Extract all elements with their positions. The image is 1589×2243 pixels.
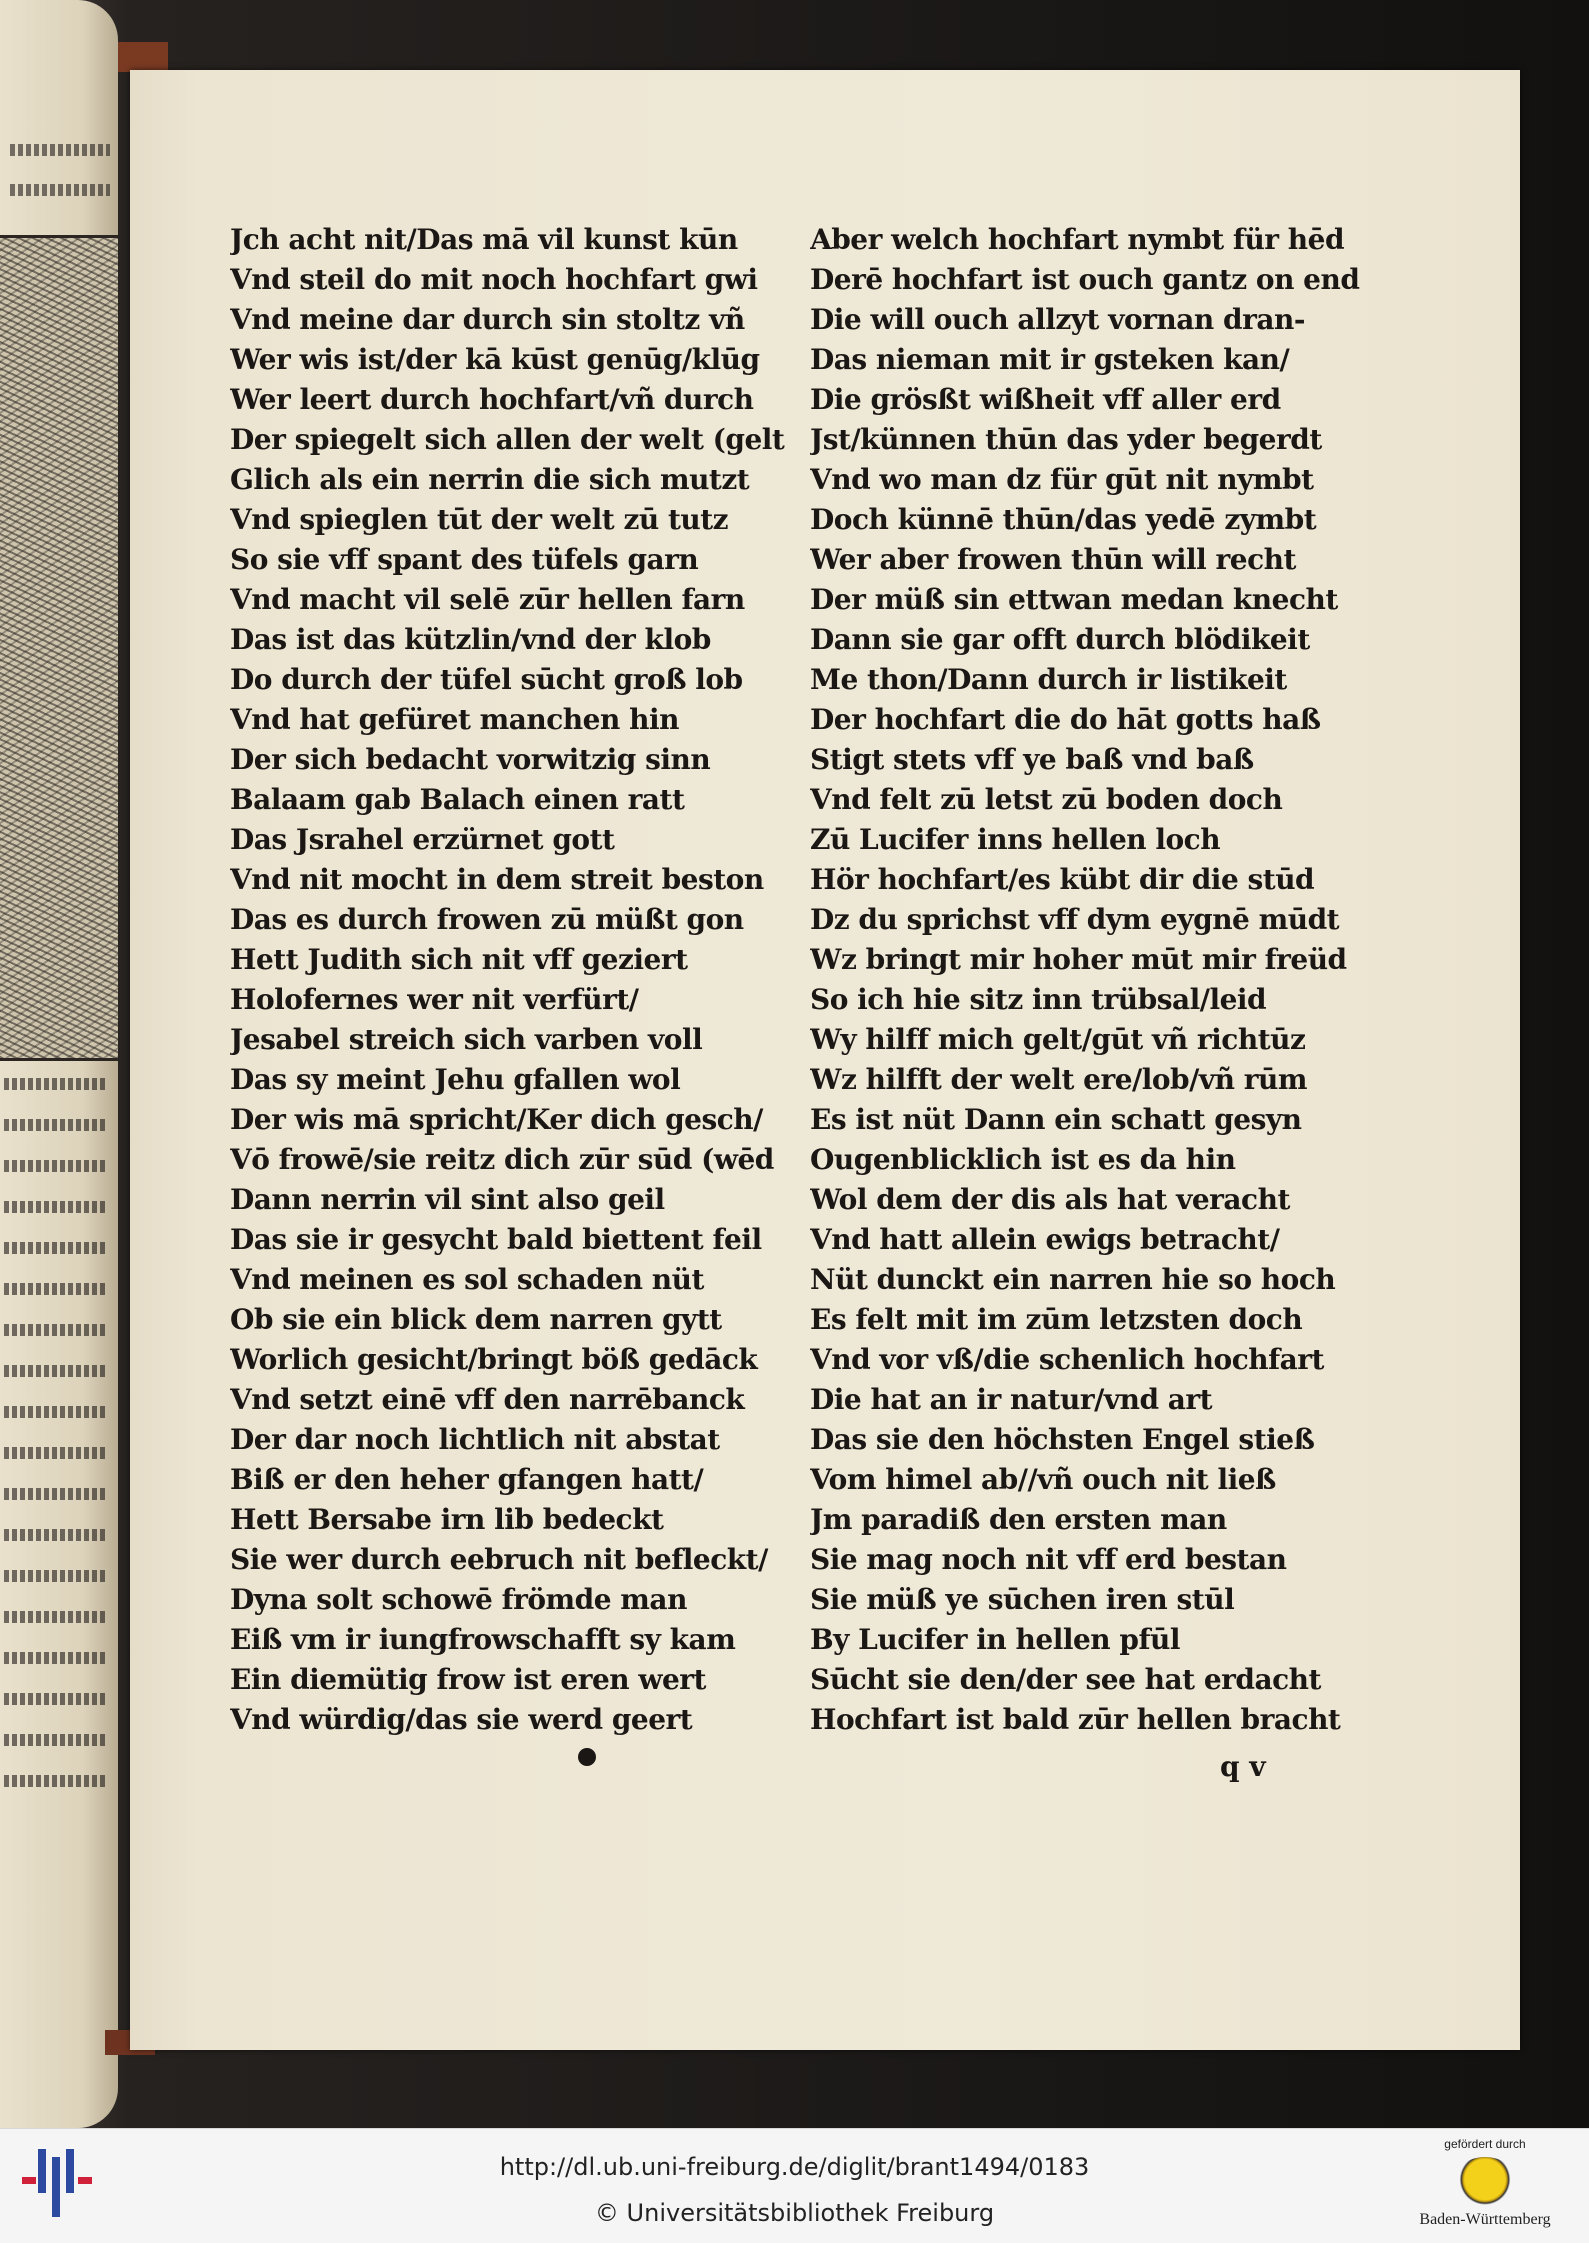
left-page-text-fragments — [0, 1060, 118, 1798]
text-line: Vnd vor vß/die schenlich hochfart — [810, 1343, 1324, 1376]
left-page-top-text-fragments — [0, 130, 118, 210]
text-line: Der spiegelt sich allen der welt (gelt — [230, 423, 785, 456]
text-line: Das nieman mit ir gsteken kan/ — [810, 343, 1290, 376]
text-line: Eiß vm ir iungfrowschafft sy kam — [230, 1623, 736, 1656]
text-line: Me thon/Dann durch ir listikeit — [810, 663, 1287, 696]
text-line: Wer leert durch hochfart/vñ durch — [230, 383, 754, 416]
text-line: Vnd würdig/das sie werd geert — [230, 1703, 693, 1736]
text-line: Dann nerrin vil sint also geil — [230, 1183, 665, 1216]
text-line: Doch künnē thūn/das yedē zymbt — [810, 503, 1317, 536]
viewer-footer — [0, 2128, 1589, 2243]
text-line: Die hat an ir natur/vnd art — [810, 1383, 1213, 1416]
signature-mark: q v — [1220, 1750, 1266, 1783]
text-fragment — [4, 1392, 108, 1429]
text-line: Wol dem der dis als hat veracht — [810, 1183, 1290, 1216]
text-line: Aber welch hochfart nymbt für hēd — [810, 223, 1345, 256]
text-line: Vom himel ab//vñ ouch nit ließ — [810, 1463, 1276, 1496]
text-line: Derē hochfart ist ouch gantz on end — [810, 263, 1360, 296]
text-line: Vnd hat gefüret manchen hin — [230, 703, 679, 736]
text-line: Glich als ein nerrin die sich mutzt — [230, 463, 750, 496]
text-fragment — [4, 1474, 108, 1511]
text-line: Vnd spieglen tūt der welt zū tutz — [230, 503, 729, 536]
binding-edge — [118, 42, 168, 72]
text-line: Das ist das kützlin/vnd der klob — [230, 623, 711, 656]
text-line: Es ist nüt Dann ein schatt gesyn — [810, 1103, 1302, 1136]
text-line: Vnd setzt einē vff den narrēbanck — [230, 1383, 745, 1416]
text-line: Ougenblicklich ist es da hin — [810, 1143, 1236, 1176]
text-line: Wz hilfft der welt ere/lob/vñ rūm — [810, 1063, 1307, 1096]
text-line: Die will ouch allzyt vornan dran- — [810, 303, 1305, 336]
text-fragment — [4, 1515, 108, 1552]
text-line: Es felt mit im zūm letzsten doch — [810, 1303, 1303, 1336]
text-fragment — [4, 1433, 108, 1470]
text-column-left — [230, 220, 790, 1740]
sponsor-name: Baden-Württemberg — [1419, 2211, 1551, 2228]
text-line: Sie mag noch nit vff erd bestan — [810, 1543, 1287, 1576]
text-line: Jm paradiß den ersten man — [810, 1503, 1227, 1536]
text-line: Hett Bersabe irn lib bedeckt — [230, 1503, 664, 1536]
text-line: Nüt dunckt ein narren hie so hoch — [810, 1263, 1336, 1296]
text-line: Ob sie ein blick dem narren gytt — [230, 1303, 722, 1336]
text-line: Wer aber frowen thūn will recht — [810, 543, 1296, 576]
text-line: Hett Judith sich nit vff geziert — [230, 943, 688, 976]
text-line: Das Jsrahel erzürnet gott — [230, 823, 615, 856]
text-fragment — [4, 1597, 108, 1634]
text-line: Die grösßt wißheit vff aller erd — [810, 383, 1281, 416]
woodcut-illustration — [0, 235, 118, 1061]
text-column-right — [810, 220, 1490, 1740]
text-line: So sie vff spant des tüfels garn — [230, 543, 699, 576]
text-line: Vnd hatt allein ewigs betracht/ — [810, 1223, 1280, 1256]
text-line: Zū Lucifer inns hellen loch — [810, 823, 1221, 856]
text-line: Dz du sprichst vff dym eygnē mūdt — [810, 903, 1340, 936]
text-fragment — [4, 1720, 108, 1757]
text-fragment — [4, 1269, 108, 1306]
text-line: Vnd felt zū letst zū boden doch — [810, 783, 1283, 816]
text-line: Hör hochfart/es kübt dir die stūd — [810, 863, 1315, 896]
text-line: Vō frowē/sie reitz dich zūr sūd (wēd — [230, 1143, 774, 1176]
left-facing-page — [0, 0, 118, 2128]
sponsor-logo — [1395, 2137, 1575, 2241]
text-line: Dann sie gar offt durch blödikeit — [810, 623, 1310, 656]
text-fragment — [4, 1146, 108, 1183]
text-line: Der sich bedacht vorwitzig sinn — [230, 743, 711, 776]
text-line: Sūcht sie den/der see hat erdacht — [810, 1663, 1321, 1696]
text-fragment — [4, 1679, 108, 1716]
text-line: Sie wer durch eebruch nit befleckt/ — [230, 1543, 768, 1576]
text-line: Vnd meinen es sol schaden nüt — [230, 1263, 704, 1296]
text-line: Der müß sin ettwan medan knecht — [810, 583, 1338, 616]
text-line: Das sy meint Jehu gfallen wol — [230, 1063, 681, 1096]
text-line: Vnd nit mocht in dem streit beston — [230, 863, 764, 896]
text-line: So ich hie sitz inn trübsal/leid — [810, 983, 1267, 1016]
text-line: Dyna solt schowē frömde man — [230, 1583, 687, 1616]
text-line: Der dar noch lichtlich nit abstat — [230, 1423, 720, 1456]
text-line: Biß er den heher gfangen hatt/ — [230, 1463, 704, 1496]
text-fragment — [4, 1105, 108, 1142]
text-line: Worlich gesicht/bringt böß gedāck — [230, 1343, 758, 1376]
text-line: Do durch der tüfel sūcht groß lob — [230, 663, 743, 696]
text-line: Vnd steil do mit noch hochfart gwi — [230, 263, 758, 296]
sponsor-label: gefördert durch — [1444, 2137, 1526, 2151]
text-fragment — [4, 1064, 108, 1101]
text-fragment — [10, 170, 110, 210]
text-line: Balaam gab Balach einen ratt — [230, 783, 685, 816]
text-line: Vnd meine dar durch sin stoltz vñ — [230, 303, 745, 336]
text-line: Das es durch frowen zū müßt gon — [230, 903, 744, 936]
text-line: Vnd macht vil selē zūr hellen farn — [230, 583, 745, 616]
text-fragment — [10, 130, 110, 170]
text-line: Ein diemütig frow ist eren wert — [230, 1663, 706, 1696]
text-line: Der hochfart die do hāt gotts haß — [810, 703, 1321, 736]
text-line: Vnd wo man dz für gūt nit nymbt — [810, 463, 1314, 496]
text-line: By Lucifer in hellen pfūl — [810, 1623, 1180, 1656]
text-line: Jch acht nit/Das mā vil kunst kūn — [230, 223, 738, 256]
text-fragment — [4, 1556, 108, 1593]
book-page — [130, 70, 1520, 2050]
text-fragment — [4, 1310, 108, 1347]
text-fragment — [4, 1351, 108, 1388]
coat-of-arms-icon — [1453, 2157, 1517, 2207]
permalink-url[interactable]: http://dl.ub.uni-freiburg.de/diglit/brant1494/0183 — [499, 2153, 1090, 2181]
text-line: Jesabel streich sich varben voll — [230, 1023, 703, 1056]
text-line: Wy hilff mich gelt/gūt vñ richtūz — [810, 1023, 1306, 1056]
text-line: Wer wis ist/der kā kūst genūg/klūg — [230, 343, 760, 376]
text-fragment — [4, 1228, 108, 1265]
text-line: Jst/künnen thūn das yder begerdt — [810, 423, 1322, 456]
text-fragment — [4, 1638, 108, 1675]
text-line: Das sie ir gesycht bald biettent feil — [230, 1223, 762, 1256]
text-line: Stigt stets vff ye baß vnd baß — [810, 743, 1254, 776]
text-line: Hochfart ist bald zūr hellen bracht — [810, 1703, 1341, 1736]
text-line: Wz bringt mir hoher mūt mir freüd — [810, 943, 1347, 976]
ink-dot — [578, 1748, 596, 1766]
text-line: Der wis mā spricht/Ker dich gesch/ — [230, 1103, 763, 1136]
text-fragment — [4, 1761, 108, 1798]
text-fragment — [4, 1187, 108, 1224]
text-line: Holofernes wer nit verfürt/ — [230, 983, 639, 1016]
copyright-notice: © Universitätsbibliothek Freiburg — [594, 2199, 995, 2227]
text-line: Das sie den höchsten Engel stieß — [810, 1423, 1315, 1456]
text-line: Sie müß ye sūchen iren stūl — [810, 1583, 1235, 1616]
